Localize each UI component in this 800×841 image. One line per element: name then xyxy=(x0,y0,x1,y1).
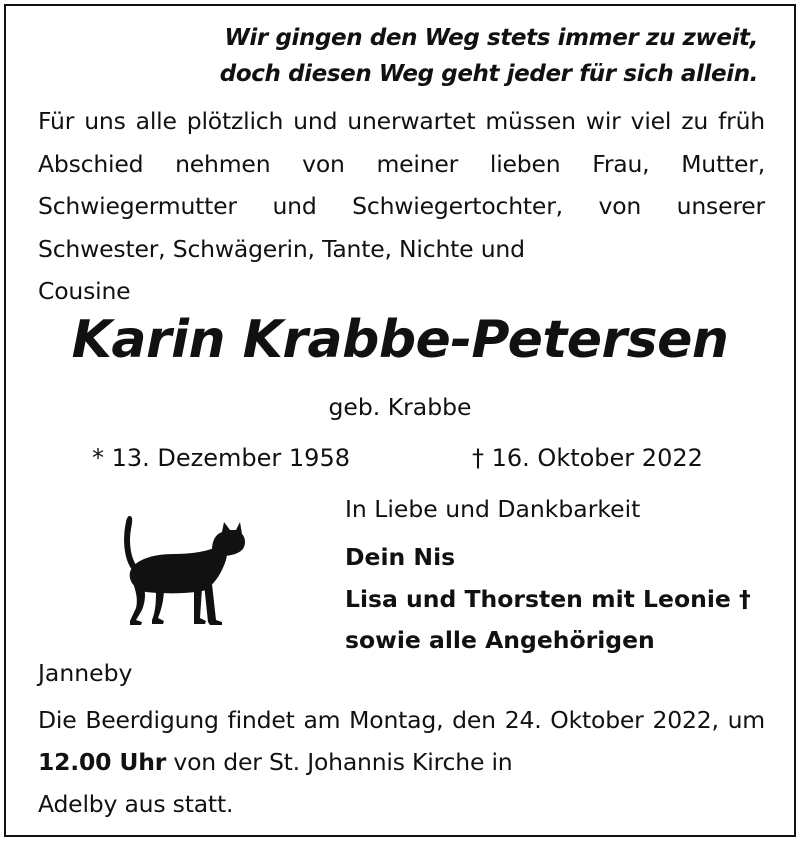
deceased-name: Karin Krabbe-Petersen xyxy=(71,310,729,370)
intro-last-line: Cousine xyxy=(38,277,131,305)
motto-line-1: Wir gingen den Weg stets immer zu zweit, xyxy=(224,25,758,51)
mourner-name: sowie alle Angehörigen xyxy=(345,626,655,654)
funeral-time: 12.00 Uhr xyxy=(38,748,167,776)
mourner-name: Lisa und Thorsten mit Leonie † xyxy=(345,585,751,613)
place-name: Janneby xyxy=(38,659,133,687)
birth-name: geb. Krabbe xyxy=(328,393,472,421)
intro-body: Für uns alle plötzlich und unerwartet müssen wir viel zu früh Abschied nehmen von meiner lieben Frau, Mutter, Schwiegermutter und Schwiegertochter, von unserer Schwester, Schwägerin, Tante, Nichte und xyxy=(38,107,765,263)
walking-cat-icon xyxy=(112,510,252,630)
birth-date: * 13. Dezember 1958 xyxy=(92,444,350,472)
intro-text xyxy=(38,100,765,313)
funeral-text-after: von der St. Johannis Kirche in xyxy=(166,748,513,776)
death-date: † 16. Oktober 2022 xyxy=(472,444,703,472)
funeral-last-line: Adelby aus statt. xyxy=(38,790,234,818)
funeral-notice xyxy=(38,699,765,825)
mourner-name: Dein Nis xyxy=(345,543,456,571)
motto-line-2: doch diesen Weg geht jeder für sich allein. xyxy=(219,61,758,87)
funeral-text-before: Die Beerdigung findet am Montag, den 24. Oktober 2022, um xyxy=(38,706,765,734)
mourners-greeting: In Liebe und Dankbarkeit xyxy=(345,495,641,523)
